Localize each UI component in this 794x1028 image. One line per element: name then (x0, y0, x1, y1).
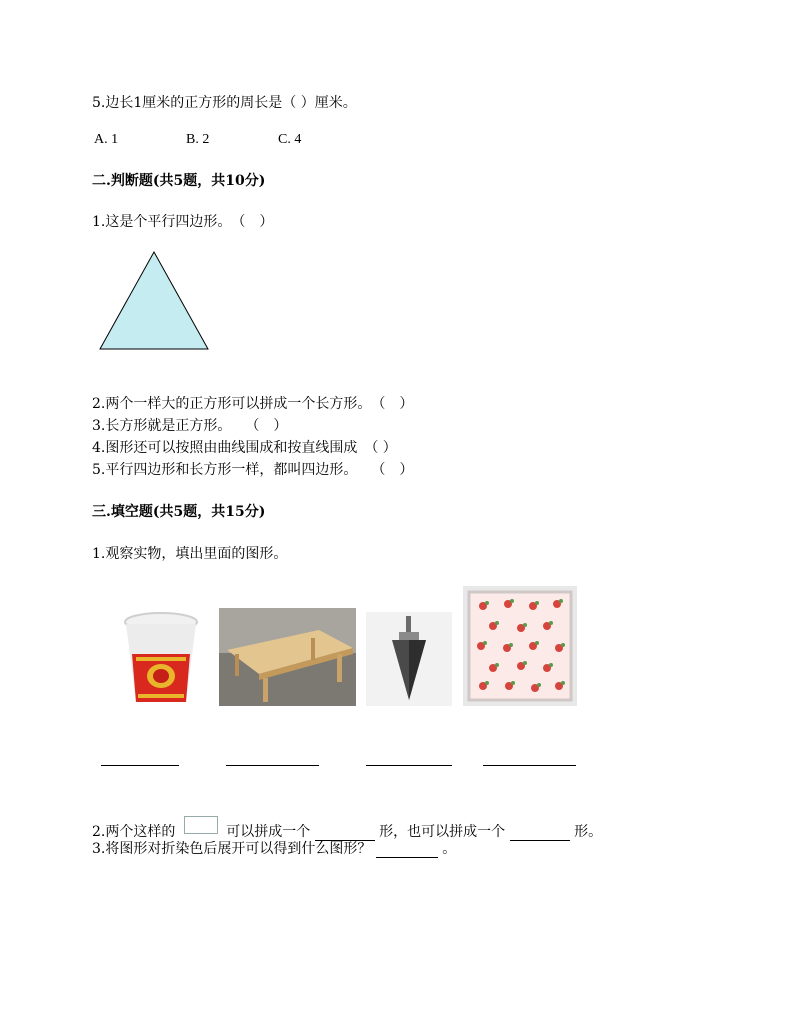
fill-question-2 (92, 816, 602, 841)
cone-plumb-image (366, 612, 452, 706)
section-3-title: 三.填空题(共5题，共15分) (92, 504, 266, 520)
handkerchief-image (463, 586, 577, 706)
answer-blank-4[interactable] (483, 765, 576, 766)
judge-question-3: 3.长方形就是正方形。 （ ） (92, 418, 288, 434)
q2-blank-1[interactable] (315, 826, 375, 841)
judge-question-1: 1.这是个平行四边形。 （ ） (92, 214, 274, 230)
q3-text-a: 3.将图形对折染色后展开可以得到什么图形？ (92, 841, 372, 857)
q3-blank[interactable] (376, 843, 438, 858)
judge-question-4: 4.图形还可以按照由曲线围成和按直线围成 （ ） (92, 440, 397, 456)
section-2-title: 二.判断题(共5题，共10分) (92, 173, 266, 189)
question-5-text: 5.边长1厘米的正方形的周长是（ ）厘米。 (92, 95, 357, 111)
judge-question-2: 2.两个一样大的正方形可以拼成一个长方形。 （ ） (92, 396, 414, 412)
fill-question-3 (92, 840, 456, 858)
answer-blank-3[interactable] (366, 765, 452, 766)
answer-blank-2[interactable] (226, 765, 319, 766)
triangle-shape (100, 252, 208, 349)
wooden-bench-image (219, 608, 356, 706)
option-b: B. 2 (186, 132, 210, 147)
small-rectangle-figure (184, 816, 218, 834)
judge-question-5: 5.平行四边形和长方形一样，都叫四边形。 （ ） (92, 462, 414, 478)
q2-text-a: 2.两个这样的 (92, 824, 176, 840)
triangle-figure (98, 250, 210, 352)
answer-blank-1[interactable] (101, 765, 179, 766)
q2-blank-2[interactable] (510, 826, 570, 841)
q2-text-d: 形。 (574, 824, 603, 840)
option-c: C. 4 (278, 132, 302, 147)
q3-text-b: 。 (442, 841, 457, 857)
fill-question-1: 1.观察实物，填出里面的图形。 (92, 546, 288, 562)
q2-text-c: 形，也可以拼成一个 (379, 824, 506, 840)
q2-text-b: 可以拼成一个 (226, 824, 311, 840)
option-a: A. 1 (94, 132, 119, 147)
paper-cup-image (122, 610, 200, 706)
